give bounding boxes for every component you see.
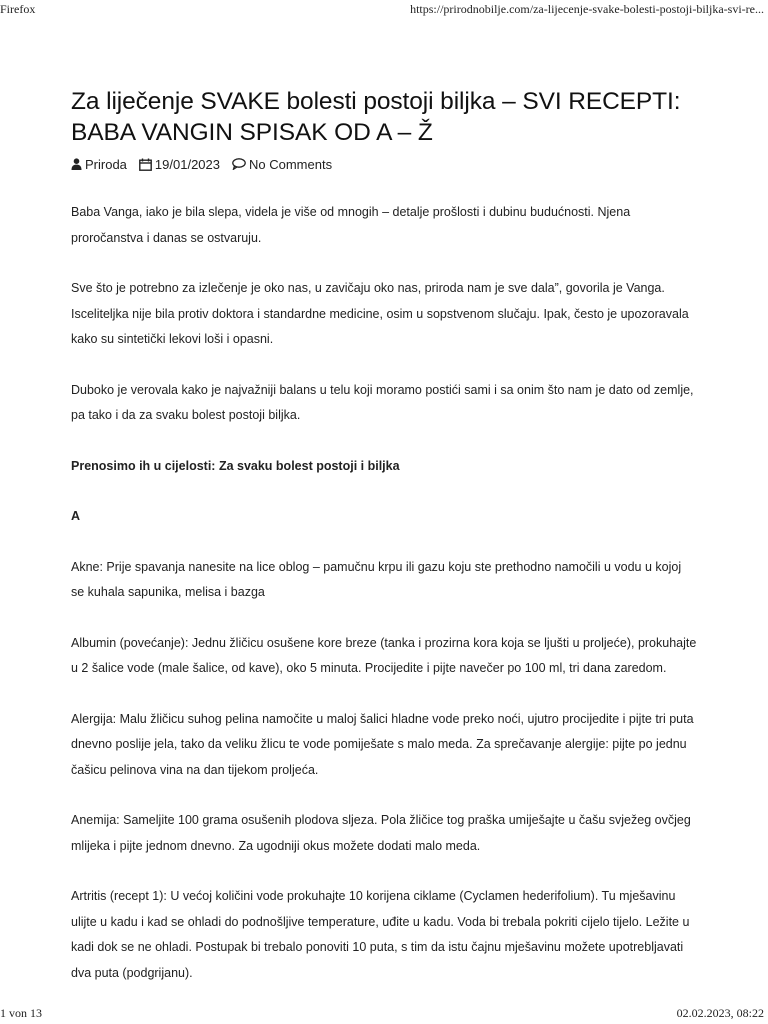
comments-link: No Comments bbox=[249, 156, 333, 172]
paragraph: Akne: Prije spavanja nanesite na lice oblog – pamučnu krpu ili gazu koju ste prethodno namočili u vodu u kojoj se kuhala sapunika, melisa i bazga bbox=[71, 559, 682, 599]
paragraph: Anemija: Sameljite 100 grama osušenih plodova sljeza. Pola žličice tog praška umiješajte u čašu svježeg ovčjeg mlijeka i pijte jednom dnevno. Za ugodniji okus možete dodati malo meda. bbox=[71, 813, 691, 853]
paragraph: Baba Vanga, iako je bila slepa, videla je više od mnogih – detalje prošlosti i dubinu budućnosti. Njena proročanstva i danas se ostvaruju. bbox=[71, 205, 631, 245]
print-timestamp: 02.02.2023, 08:22 bbox=[676, 1006, 764, 1020]
calendar-icon bbox=[139, 158, 152, 171]
browser-name: Firefox bbox=[0, 2, 36, 16]
paragraph: Alergija: Malu žličicu suhog pelina namočite u maloj šalici hladne vode preko noći, ujutro procijedite i pijte tri puta dnevno poslije jela, tako da veliku žlicu te vode pomiješate s malo meda. Za sprečavanje alergije: pijte po jednu čašicu pelinova vina na dan tijekom proljeća. bbox=[71, 711, 694, 777]
date-meta bbox=[139, 157, 220, 172]
section-heading: Prenosimo ih u cijelosti: Za svaku bolest postoji i biljka bbox=[71, 458, 400, 473]
article-content bbox=[71, 200, 697, 986]
user-icon bbox=[71, 158, 82, 170]
paragraph: Artritis (recept 1): U većoj količini vode prokuhajte 10 korijena ciklame (Cyclamen hederifolium). Tu mješavinu ulijte u kadu i kad se ohladi do podnošljive temperature, uđite u kadu. Voda bi trebala pokriti cijelo tijelo. Ležite u kadi dok se ne ohladi. Postupak bi trebalo ponoviti 10 puta, s tim da istu čajnu mješavinu možete upotrebljavati dva puta (podgrijanu). bbox=[71, 889, 690, 980]
paragraph: Duboko je verovala kako je najvažniji balans u telu koji moramo postići sami i sa onim što nam je dato od zemlje, pa tako i da za svaku bolest postoji biljka. bbox=[71, 382, 694, 422]
comments-meta[interactable] bbox=[232, 157, 332, 172]
paragraph: Albumin (povećanje): Jednu žličicu osušene kore breze (tanka i prozirna kora koja se ljušti u proljeće), prokuhajte u 2 šalice vode (male šalice, od kave), oko 5 minuta. Procijedite i pijte navečer po 100 ml, tri dana zaredom. bbox=[71, 635, 697, 675]
paragraph: Sve što je potrebno za izlečenje je oko nas, u zavičaju oko nas, priroda nam je sve dala”, govorila je Vanga. Isceliteljka nije bila protiv doktora i standardne medicine, osim u sopstvenom slučaju. Ipak, često je upozoravala kako su sintetički lekovi loši i opasni. bbox=[71, 281, 689, 346]
page-url[interactable]: https://prirodnobilje.com/za-lijecenje-svake-bolesti-postoji-biljka-svi-re... bbox=[410, 2, 764, 16]
author-meta[interactable] bbox=[71, 157, 127, 172]
article-title: Za liječenje SVAKE bolesti postoji biljka – SVI RECEPTI: BABA VANGIN SPISAK OD A – Ž bbox=[71, 88, 681, 146]
author-name: Priroda bbox=[85, 156, 127, 172]
article bbox=[71, 86, 697, 1011]
print-footer bbox=[0, 1006, 768, 1024]
letter-heading: A bbox=[71, 509, 81, 523]
page-number: 1 von 13 bbox=[0, 1006, 42, 1020]
publish-date: 19/01/2023 bbox=[154, 156, 220, 172]
print-header bbox=[0, 0, 768, 18]
comment-icon bbox=[232, 158, 246, 170]
article-meta bbox=[71, 155, 697, 173]
